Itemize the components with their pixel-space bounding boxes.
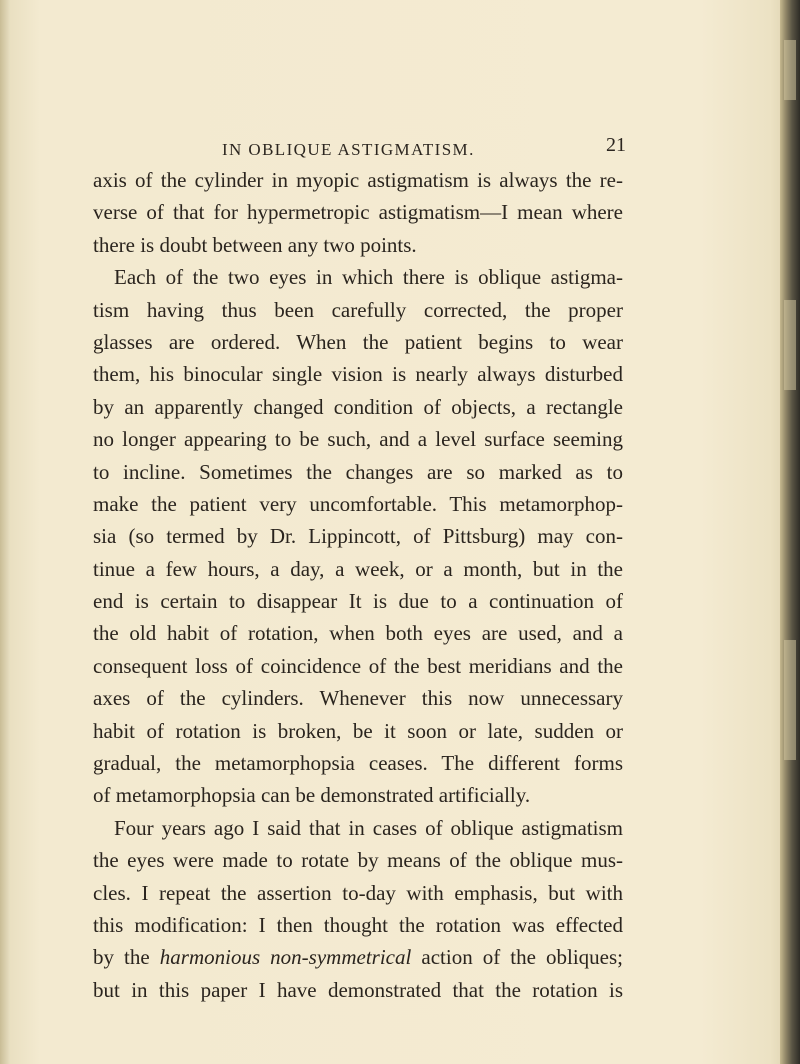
edge-stain xyxy=(784,300,796,390)
text-line: of metamorphopsia can be demonstrated artificially. xyxy=(93,783,531,808)
text-line: no longer appearing to be such, and a level surface seeming xyxy=(93,427,623,452)
text-line: the old habit of rotation, when both eyes are used, and a xyxy=(93,621,623,646)
text-line: this modification: I then thought the rotation was effected xyxy=(93,912,623,937)
text-line: Each of the two eyes in which there is oblique astigma- xyxy=(114,265,623,290)
text-line: make the patient very uncomfortable. This metamorphop- xyxy=(93,491,623,516)
text-line: there is doubt between any two points. xyxy=(93,232,417,257)
text-line: habit of rotation is broken, be it soon or late, sudden or xyxy=(93,718,623,743)
body-text xyxy=(93,164,623,1006)
text-line: cles. I repeat the assertion to-day with emphasis, but with xyxy=(93,880,623,905)
text-line: axis of the cylinder in myopic astigmatism is always the re- xyxy=(93,168,623,192)
italic-phrase: harmonious non-symmetrical xyxy=(159,945,412,970)
page-edge-strip xyxy=(780,0,800,1064)
text-line: them, his binocular single vision is nearly always disturbed xyxy=(93,362,623,387)
text-line: by an apparently changed condition of objects, a rectangle xyxy=(93,394,623,419)
text-line: verse of that for hypermetropic astigmatism—I mean where xyxy=(93,200,623,225)
text-line: gradual, the metamorphopsia ceases. The different forms xyxy=(93,751,623,776)
text-line: sia (so termed by Dr. Lippincott, of Pittsburg) may con- xyxy=(93,524,623,549)
text-line: tism having thus been carefully corrected, the proper xyxy=(93,297,623,322)
edge-stain xyxy=(784,640,796,760)
text-line: end is certain to disappear It is due to a continuation of xyxy=(93,589,623,614)
text-line: the eyes were made to rotate by means of the oblique mus- xyxy=(93,848,623,873)
running-head: IN OBLIQUE ASTIGMATISM. xyxy=(222,140,475,159)
text-line: consequent loss of coincidence of the best meridians and the xyxy=(93,653,623,678)
text-fragment: by the xyxy=(93,945,160,970)
edge-stain xyxy=(784,40,796,100)
text-line: axes of the cylinders. Whenever this now unnecessary xyxy=(93,686,623,711)
text-fragment: action of the obliques; xyxy=(411,945,624,970)
text-line: tinue a few hours, a day, a week, or a month, but in the xyxy=(93,556,623,581)
text-line: to incline. Sometimes the changes are so marked as to xyxy=(93,459,623,484)
text-line: but in this paper I have demonstrated that the rotation is xyxy=(93,977,623,1002)
text-line: glasses are ordered. When the patient begins to wear xyxy=(93,329,623,354)
text-line-italic xyxy=(93,941,623,973)
page-number: 21 xyxy=(606,134,626,156)
text-line: Four years ago I said that in cases of oblique astigmatism xyxy=(114,815,623,840)
